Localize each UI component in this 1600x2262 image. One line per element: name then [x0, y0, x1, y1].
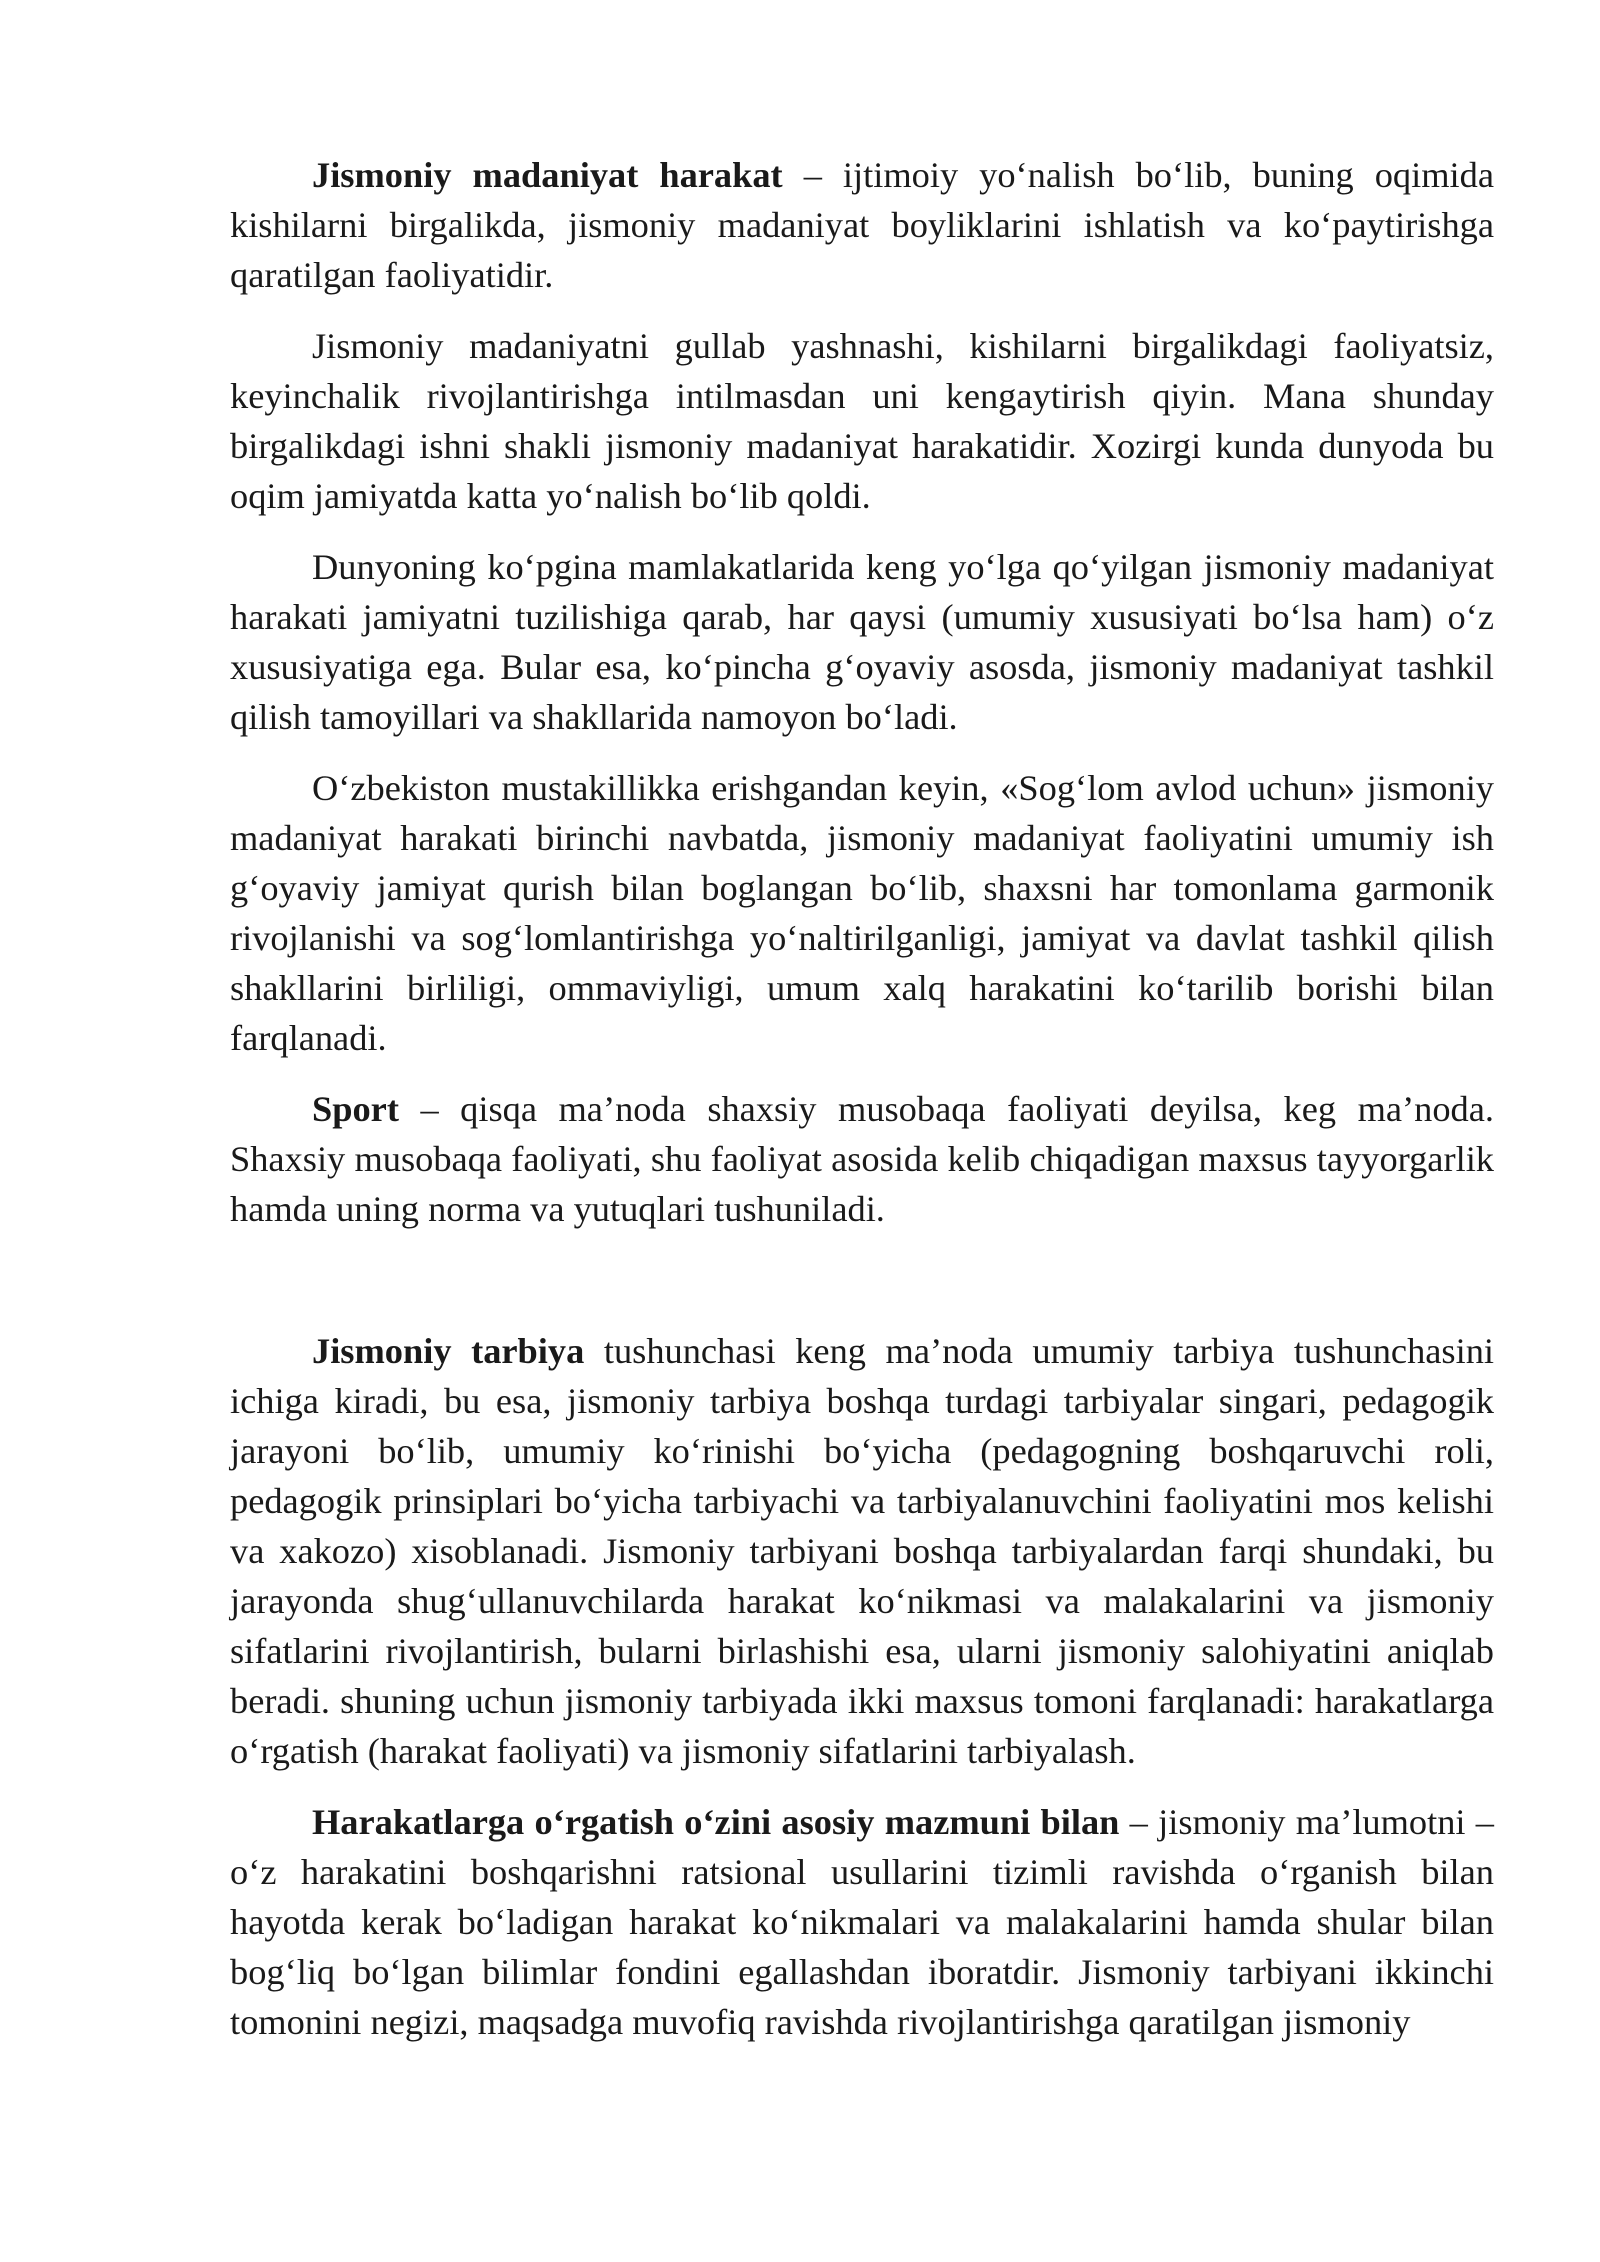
paragraph-text: O‘zbekiston mustakillikka erishgandan keyin, «Sog‘lom avlod uchun» jismoniy madaniyat harakati birinchi navbatda, jismoniy madaniyat faoliyatini umumiy ish g‘oyaviy jamiyat qurish bilan boglangan bo‘lib, shaxsni har tomonlama garmonik rivojlanishi va sog‘lomlantirishga yo‘naltirilganligi, jamiyat va davlat tashkil qilish shakllarini birliligi, ommaviyligi, umum xalq harakatini ko‘tarilib borishi bilan farqlanadi. — [230, 768, 1494, 1058]
paragraph-sport — [230, 1084, 1494, 1234]
term-harakatlarga-orgatish: Harakatlarga o‘rgatish o‘zini asosiy mazmuni bilan — [312, 1802, 1120, 1842]
paragraph-uzbekistan — [230, 763, 1494, 1063]
term-jismoniy-madaniyat-harakat: Jismoniy madaniyat harakat — [312, 155, 783, 195]
paragraph-flourishing — [230, 321, 1494, 521]
document-page — [230, 150, 1494, 2068]
paragraph-text: Dunyoning ko‘pgina mamlakatlarida keng yo‘lga qo‘yilgan jismoniy madaniyat harakati jamiyatni tuzilishiga qarab, har qaysi (umumiy xususiyati bo‘lsa ham) o‘z xususiyatiga ega. Bular esa, ko‘pincha g‘oyaviy asosda, jismoniy madaniyat tashkil qilish tamoyillari va shakllarida namoyon bo‘ladi. — [230, 547, 1494, 737]
paragraph-physical-education — [230, 1326, 1494, 1776]
paragraph-text: – jismoniy ma’lumotni – o‘z harakatini boshqarishni ratsional usullarini tizimli ravishda o‘rganish bilan hayotda kerak bo‘ladigan harakat ko‘nikmalari va malakalarini hamda shular bilan bog‘liq bo‘lgan bilimlar fondini egallashdan iboratdir. Jismoniy tarbiyani ikkinchi tomonini negizi, maqsadga muvofiq ravishda rivojlantirishga qaratilgan jismoniy — [230, 1802, 1494, 2042]
paragraph-teaching-movements — [230, 1797, 1494, 2047]
paragraph-physical-culture-movement — [230, 150, 1494, 300]
paragraph-text: – qisqa ma’noda shaxsiy musobaqa faoliyati deyilsa, keg ma’noda. Shaxsiy musobaqa faoliyati, shu faoliyat asosida kelib chiqadigan maxsus tayyorgarlik hamda uning norma va yutuqlari tushuniladi. — [230, 1089, 1494, 1229]
term-jismoniy-tarbiya: Jismoniy tarbiya — [312, 1331, 585, 1371]
paragraph-text: – ijtimoiy yo‘nalish bo‘lib, buning oqimida kishilarni birgalikda, jismoniy madaniyat boyliklarini ishlatish va ko‘paytirishga qaratilgan faoliyatidir. — [230, 155, 1494, 295]
paragraph-world-countries — [230, 542, 1494, 742]
term-sport: Sport — [312, 1089, 399, 1129]
paragraph-text: tushunchasi keng ma’noda umumiy tarbiya tushunchasini ichiga kiradi, bu esa, jismoniy tarbiya boshqa turdagi tarbiyalar singari, pedagogik jarayoni bo‘lib, umumiy ko‘rinishi bo‘yicha (pedagogning boshqaruvchi roli, pedagogik prinsiplari bo‘yicha tarbiyachi va tarbiyalanuvchini faoliyatini mos kelishi va xakozo) xisoblanadi. Jismoniy tarbiyani boshqa tarbiyalardan farqi shundaki, bu jarayonda shug‘ullanuvchilarda harakat ko‘nikmasi va malakalarini va jismoniy sifatlarini rivojlantirish, bularni birlashishi esa, ularni jismoniy salohiyatini aniqlab beradi. shuning uchun jismoniy tarbiyada ikki maxsus tomoni farqlanadi: harakatlarga o‘rgatish (harakat faoliyati) va jismoniy sifatlarini tarbiyalash. — [230, 1331, 1495, 1771]
paragraph-text: Jismoniy madaniyatni gullab yashnashi, kishilarni birgalikdagi faoliyatsiz, keyinchalik rivojlantirishga intilmasdan uni kengaytirish qiyin. Mana shunday birgalikdagi ishni shakli jismoniy madaniyat harakatidir. Xozirgi kunda dunyoda bu oqim jamiyatda katta yo‘nalish bo‘lib qoldi. — [230, 326, 1494, 516]
